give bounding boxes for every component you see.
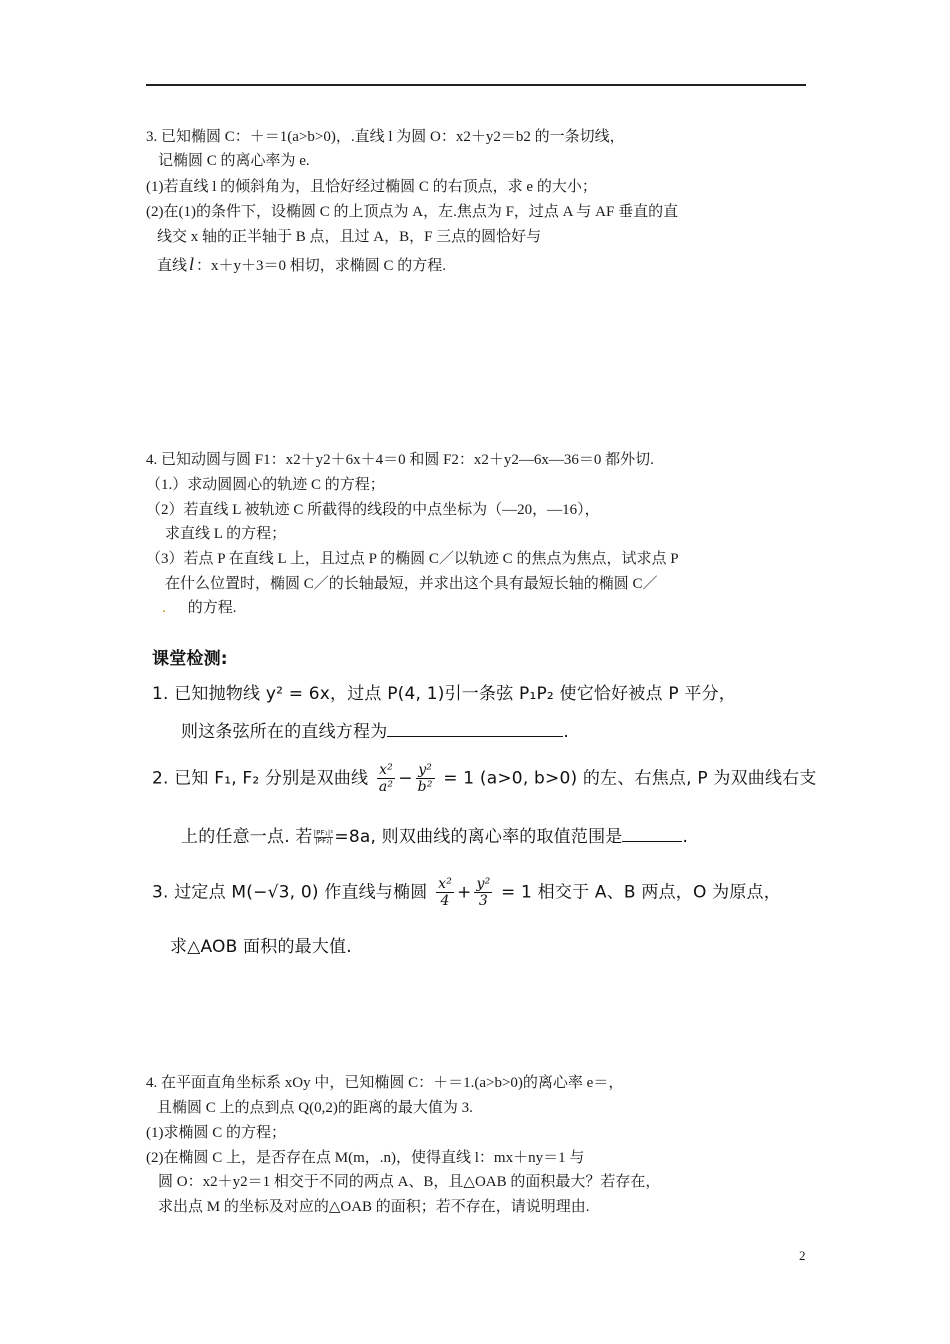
problem-3-line-1: 3. 已知椭圆 C：＋＝1(a>b>0)，.直线 l 为圆 O：x2＋y2＝b2 的一条切线， bbox=[146, 129, 625, 145]
problem-5-line-2: 且椭圆 C 上的点到点 Q(0,2)的距离的最大值为 3. bbox=[157, 1100, 473, 1116]
q3-rest: = 1 相交于 A、B 两点，O 为原点， bbox=[501, 882, 781, 903]
tangent-condition: ：x＋y＋3＝0 相切，求椭圆 C 的方程. bbox=[196, 258, 447, 274]
q3-plus: + bbox=[457, 882, 472, 903]
problem-4-part-2-cont: 求直线 L 的方程； bbox=[165, 526, 287, 542]
problem-3-part-2: (2)在(1)的条件下，设椭圆 C 的上顶点为 A，左.焦点为 F，过点 A 与 AF 垂直的直 bbox=[146, 204, 679, 220]
stray-dot: . bbox=[162, 600, 166, 616]
q2-period: . bbox=[682, 827, 689, 847]
line-l-symbol: l bbox=[189, 254, 195, 274]
problem-3-line-2: 记椭圆 C 的离心率为 e. bbox=[158, 153, 310, 169]
problem-5-part-2-end: 求出点 M 的坐标及对应的△OAB 的面积；若不存在，请说明理由. bbox=[158, 1199, 590, 1215]
q2-intro: 2. 已知 F₁, F₂ 分别是双曲线 bbox=[152, 768, 369, 789]
problem-4-part-3-end bbox=[162, 597, 237, 619]
problem-5-part-2: (2)在椭圆 C 上，是否存在点 M(m，.n)，使得直线 l：mx＋ny＝1 与 bbox=[146, 1150, 585, 1166]
header-rule bbox=[146, 84, 806, 86]
problem-4-part-3-cont: 在什么位置时，椭圆 C／的长轴最短，并求出这个具有最短长轴的椭圆 C／ bbox=[165, 576, 658, 592]
q2-minus: − bbox=[398, 768, 413, 789]
section-heading: 课堂检测: bbox=[152, 649, 228, 669]
check-q2-line-1 bbox=[152, 762, 817, 795]
equation-text: 的方程. bbox=[187, 600, 237, 616]
q3-fraction-y: $\frac{\text{y²}}{3}$ bbox=[476, 876, 491, 909]
q3-intro: 3. 过定点 M(−√3, 0) 作直线与椭圆 bbox=[152, 882, 428, 903]
check-q1-line-2 bbox=[181, 717, 569, 742]
q2-fraction-x: $\frac{\text{x²}}{\text{a²}}$ bbox=[378, 762, 394, 795]
problem-4-part-2: （2）若直线 L 被轨迹 C 所截得的线段的中点坐标为（—20，—16）， bbox=[146, 502, 600, 518]
q2-answer-blank bbox=[622, 825, 682, 842]
problem-4-line-1: 4. 已知动圆与圆 F1：x2＋y2＋6x＋4＝0 和圆 F2：x2＋y2—6x—36＝0 都外切. bbox=[146, 452, 654, 468]
problem-4-part-1: （1.）求动圆圆心的轨迹 C 的方程； bbox=[146, 477, 385, 493]
check-q2-line-2 bbox=[181, 822, 688, 847]
page-number: 2 bbox=[799, 1248, 806, 1263]
check-q1-line-1: 1. 已知抛物线 y² = 6x，过点 P(4, 1)引一条弦 P₁P₂ 使它恰好被点 P 平分， bbox=[152, 684, 736, 704]
q1-answer-blank bbox=[387, 720, 563, 737]
q3-fraction-x: $\frac{\text{x²}}{4}$ bbox=[438, 876, 453, 909]
q2-fraction-y: $\frac{\text{y²}}{\text{b²}}$ bbox=[417, 762, 433, 795]
q2-range: =8a, 则双曲线的离心率的取值范围是 bbox=[334, 827, 623, 847]
check-q3-line-2: 求△AOB 面积的最大值. bbox=[170, 937, 352, 957]
problem-4-part-3: （3）若点 P 在直线 L 上，且过点 P 的椭圆 C／以轨迹 C 的焦点为焦点，试求点 P bbox=[146, 551, 679, 567]
problem-3-part-2-cont: 线交 x 轴的正半轴于 B 点，且过 A，B，F 三点的圆恰好与 bbox=[157, 229, 542, 245]
line-word: 直线 bbox=[157, 258, 188, 274]
problem-5-part-1: (1)求椭圆 C 的方程； bbox=[146, 1125, 286, 1141]
q1-period: . bbox=[563, 722, 570, 742]
q2-rest: = 1 (a>0, b>0) 的左、右焦点, P 为双曲线右支 bbox=[443, 768, 817, 789]
problem-3-part-2-tangent bbox=[157, 253, 446, 277]
q2-small-fraction: $\frac{\text{|PF₁|²}}{\text{|PF₂|}}$ bbox=[313, 828, 334, 845]
q1-prompt: 则这条弦所在的直线方程为 bbox=[181, 722, 388, 742]
check-q3-line-1 bbox=[152, 876, 781, 909]
problem-3-part-1: (1)若直线 l 的倾斜角为，且恰好经过椭圆 C 的右顶点，求 e 的大小； bbox=[146, 179, 597, 195]
problem-5-part-2-cont: 圆 O：x2＋y2＝1 相交于不同的两点 A、B，且△OAB 的面积最大？若存在， bbox=[158, 1174, 661, 1190]
problem-5-line-1: 4. 在平面直角坐标系 xOy 中，已知椭圆 C：＋＝1.(a>b>0)的离心率 e＝， bbox=[146, 1075, 624, 1091]
q2-cond: 上的任意一点. 若 bbox=[181, 827, 313, 847]
